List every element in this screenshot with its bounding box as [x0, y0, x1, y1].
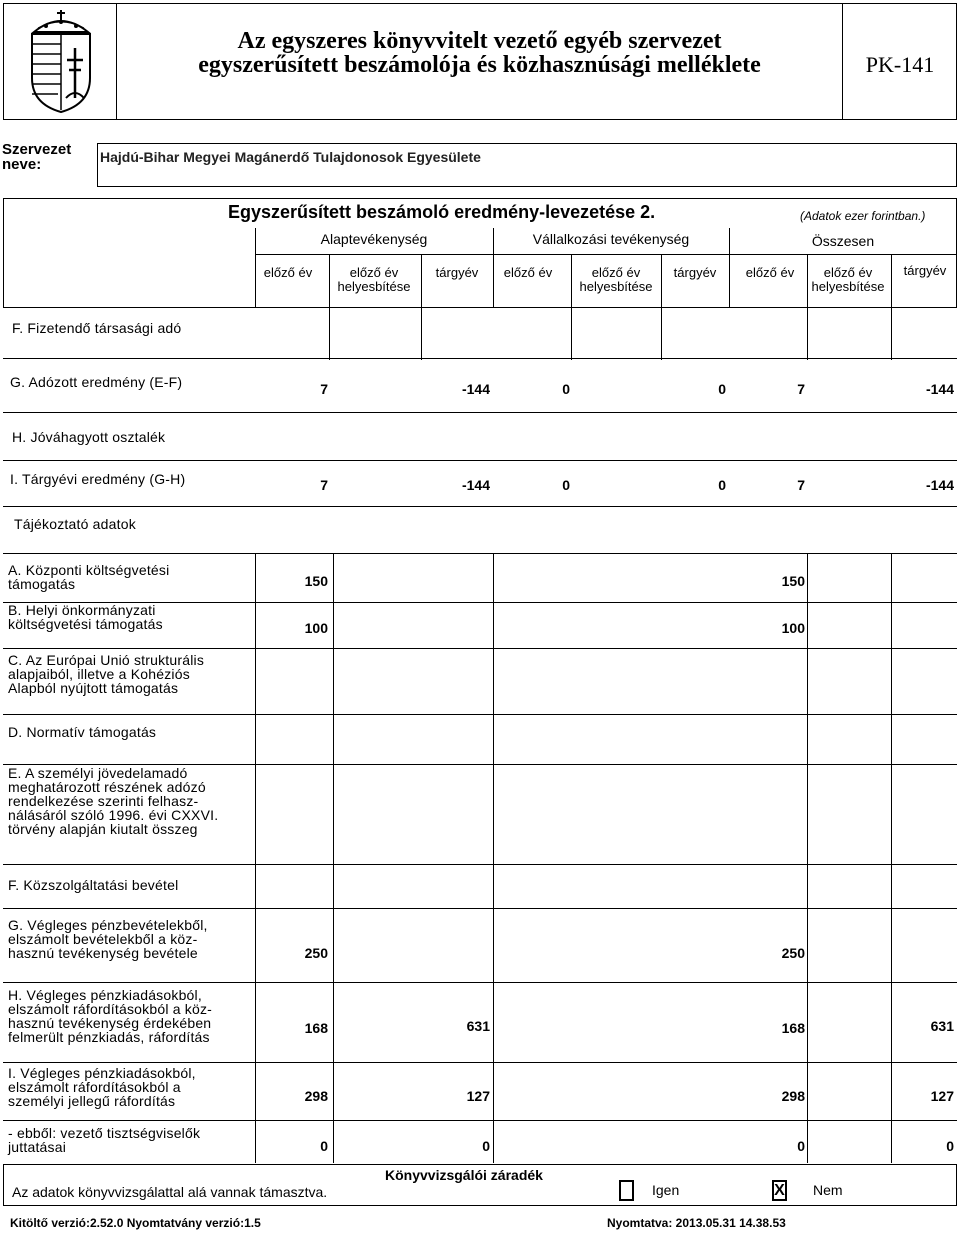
unit-note: (Adatok ezer forintban.) — [800, 209, 926, 223]
subcol-total-prev: előző év — [745, 265, 795, 280]
col-line-d — [661, 254, 662, 360]
subcol-business-corr: előző év — [591, 265, 641, 280]
row-line-5 — [3, 553, 957, 554]
lower-col-2 — [333, 553, 334, 1163]
row-label-info: Tájékoztató adatok — [14, 516, 136, 532]
g-business-curr: 0 — [718, 381, 726, 397]
j-total-curr: 0 — [946, 1138, 954, 1154]
g-total-curr: -144 — [925, 381, 954, 397]
i-business-curr: 0 — [718, 477, 726, 493]
i-basic-prev: 7 — [320, 477, 328, 493]
g-total-prev: 7 — [797, 381, 805, 397]
form-code: PK-141 — [865, 52, 935, 77]
subcol-business-prev: előző év — [503, 265, 553, 280]
row-label-d: D. Normatív támogatás — [8, 724, 157, 740]
j-basic-prev: 0 — [320, 1138, 328, 1154]
subcol-business-curr: tárgyév — [673, 265, 717, 280]
subcol-total-corr: előző év — [823, 265, 873, 280]
row-label-b-2: költségvetési támogatás — [8, 616, 163, 632]
col-line-e — [807, 254, 808, 360]
row-label-e-1: E. A személyi jövedelamadó — [8, 765, 188, 781]
org-name-value: Hajdú-Bihar Megyei Magánerdő Tulajdonosok Egyesülete — [100, 149, 481, 165]
row-label-e-3: rendelkezése szerinti felhasz- — [8, 793, 199, 809]
row-label-i2-3: személyi jellegű ráfordítás — [8, 1093, 176, 1109]
i2-basic-curr: 127 — [466, 1088, 490, 1104]
table-right-border — [956, 198, 957, 308]
subcol-basic-curr: tárgyév — [435, 265, 479, 280]
i-basic-curr: -144 — [461, 477, 490, 493]
page-title-line2: egyszerűsített beszámolója és közhasznúsági melléklete — [198, 52, 761, 78]
row-label-e-2: meghatározott részének adózó — [8, 779, 206, 795]
col-line-a — [329, 254, 330, 360]
audit-no-checkbox[interactable] — [772, 1180, 787, 1201]
g-basic-prev: 7 — [320, 381, 328, 397]
row-label-i2-2: elszámolt ráfordításokból a — [8, 1079, 181, 1095]
row-label-j-2: juttatásai — [8, 1139, 67, 1155]
row-line-11 — [3, 908, 957, 909]
subcol-business-corr-2: helyesbítése — [579, 279, 653, 294]
row-label-i: I. Tárgyévi eredmény (G-H) — [10, 471, 186, 487]
row-line-1 — [3, 358, 957, 359]
row-line-10 — [3, 864, 957, 865]
row-label-h2-1: H. Végleges pénzkiadásokból, — [8, 987, 202, 1003]
h2-basic-curr: 631 — [466, 1018, 490, 1034]
row-line-14 — [3, 1120, 957, 1121]
g2-total-prev: 250 — [781, 945, 805, 961]
subcol-basic-corr-2: helyesbítése — [337, 279, 411, 294]
check-mark-icon: X — [774, 1182, 785, 1199]
row-line-4 — [3, 506, 957, 507]
i-total-prev: 7 — [797, 477, 805, 493]
row-label-h2-3: hasznú tevékenység érdekében — [8, 1015, 212, 1031]
row-label-e-4: nálásáról szóló 1996. évi CXXVI. — [8, 807, 219, 823]
row-label-h: H. Jóváhagyott osztalék — [12, 429, 166, 445]
g-business-prev: 0 — [562, 381, 570, 397]
row-label-a-2: támogatás — [8, 576, 76, 592]
group-header-total: Összesen — [811, 233, 875, 249]
i2-total-curr: 127 — [930, 1088, 954, 1104]
g-basic-curr: -144 — [461, 381, 490, 397]
coat-of-arms-icon — [22, 8, 100, 114]
footer-printed: Nyomtatva: 2013.05.31 14.38.53 — [607, 1216, 786, 1230]
row-label-g2-2: elszámolt bevételekből a köz- — [8, 931, 198, 947]
i-business-prev: 0 — [562, 477, 570, 493]
row-line-2 — [3, 412, 957, 413]
b-total-prev: 100 — [781, 620, 805, 636]
h2-total-prev: 168 — [781, 1020, 805, 1036]
group-header-business: Vállalkozási tevékenység — [532, 231, 690, 247]
org-label-line2: neve: — [2, 156, 42, 173]
table-top-border — [3, 198, 957, 199]
subcol-total-corr-2: helyesbítése — [811, 279, 885, 294]
col-line-b — [421, 254, 422, 360]
group-divider-2 — [729, 228, 730, 308]
row-label-h2-2: elszámolt ráfordításokból a köz- — [8, 1001, 213, 1017]
table-left-border — [3, 198, 4, 308]
audit-no-label: Nem — [813, 1182, 843, 1198]
org-label-line1: Szervezet — [2, 141, 72, 158]
row-line-13 — [3, 1062, 957, 1063]
row-line-12 — [3, 982, 957, 983]
row-label-c-2: alapjaiból, illetve a Kohéziós — [8, 666, 190, 682]
lower-col-5 — [891, 553, 892, 1163]
row-label-c-1: C. Az Európai Unió strukturális — [8, 652, 205, 668]
row-line-7 — [3, 648, 957, 649]
a-basic-prev: 150 — [304, 573, 328, 589]
subcol-basic-prev: előző év — [263, 265, 313, 280]
row-label-j-1: - ebből: vezető tisztségviselők — [8, 1125, 201, 1141]
col-line-c — [571, 254, 572, 360]
row-label-i2-1: I. Végleges pénzkiadásokból, — [8, 1065, 196, 1081]
g2-basic-prev: 250 — [304, 945, 328, 961]
row-label-g: G. Adózott eredmény (E-F) — [10, 374, 183, 390]
col-line-f — [891, 254, 892, 360]
lower-col-4 — [807, 553, 808, 1163]
subcol-basic-corr: előző év — [349, 265, 399, 280]
i2-total-prev: 298 — [781, 1088, 805, 1104]
audit-statement: Az adatok könyvvizsgálattal alá vannak támasztva. — [12, 1184, 328, 1200]
lower-col-3 — [493, 553, 494, 1163]
row-line-8 — [3, 714, 957, 715]
row-label-c-3: Alapból nyújtott támogatás — [8, 680, 179, 696]
group-header-underline — [255, 254, 957, 255]
footer-version: Kitöltő verzió:2.52.0 Nyomtatvány verzió:1.5 — [10, 1216, 261, 1230]
audit-title: Könyvvizsgálói záradék — [385, 1167, 543, 1183]
header-bottom-border — [3, 307, 957, 308]
row-label-b-1: B. Helyi önkormányzati — [8, 602, 156, 618]
h2-total-curr: 631 — [930, 1018, 954, 1034]
row-label-f: F. Fizetendő társasági adó — [12, 320, 182, 336]
row-label-g2-1: G. Végleges pénzbevételekből, — [8, 917, 208, 933]
audit-yes-label: Igen — [652, 1182, 680, 1198]
row-label-g2-3: hasznú tevékenység bevétele — [8, 945, 198, 961]
row-label-h2-4: felmerült pénzkiadás, ráfordítás — [8, 1029, 210, 1045]
table-title: Egyszerűsített beszámoló eredmény-levezetése 2. — [228, 202, 656, 222]
j-total-prev: 0 — [797, 1138, 805, 1154]
subcol-total-curr: tárgyév — [903, 263, 947, 278]
i-total-curr: -144 — [925, 477, 954, 493]
lower-col-1 — [255, 553, 256, 1163]
row-label-f2: F. Közszolgáltatási bevétel — [8, 877, 179, 893]
row-label-e-5: törvény alapján kiutalt összeg — [8, 821, 198, 837]
group-header-basic: Alaptevékenység — [320, 231, 428, 247]
row-label-a-1: A. Központi költségvetési — [8, 562, 170, 578]
row-line-3 — [3, 460, 957, 461]
b-basic-prev: 100 — [304, 620, 328, 636]
j-basic-curr: 0 — [482, 1138, 490, 1154]
a-total-prev: 150 — [781, 573, 805, 589]
i2-basic-prev: 298 — [304, 1088, 328, 1104]
h2-basic-prev: 168 — [304, 1020, 328, 1036]
page-title-line1: Az egyszeres könyvvitelt vezető egyéb szervezet — [237, 28, 722, 54]
audit-yes-checkbox[interactable] — [619, 1180, 634, 1201]
